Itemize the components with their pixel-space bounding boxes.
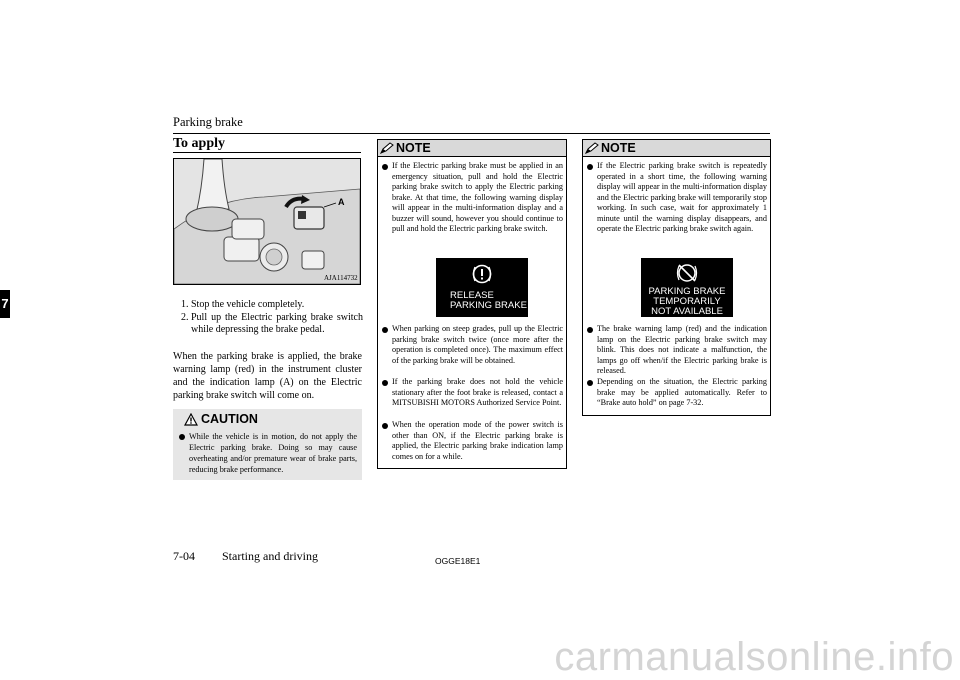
display-line: RELEASE xyxy=(450,290,494,301)
steps-list xyxy=(181,299,363,337)
exclamation-circle-icon xyxy=(471,263,493,285)
bullet-dot xyxy=(587,380,593,386)
note-bullet: When the operation mode of the power switch is other than ON, if the Electric parking brake is applied, the Electric parking brake indication lamp comes on for a while. xyxy=(382,420,563,462)
chapter-tab: 7 xyxy=(0,290,10,318)
bullet-dot xyxy=(179,434,185,440)
release-parking-brake-display xyxy=(436,258,528,317)
caution-box xyxy=(173,409,362,480)
display-line: PARKING BRAKE xyxy=(450,300,527,311)
parking-brake-unavailable-display xyxy=(641,258,733,317)
watermark: carmanualsonline.info xyxy=(554,635,954,679)
step-item: 1. Stop the vehicle completely. xyxy=(181,299,305,310)
header-rule xyxy=(173,133,770,134)
caution-title: CAUTION xyxy=(201,412,258,426)
pencil-note-icon xyxy=(380,142,394,154)
note-bullet: When parking on steep grades, pull up the Electric parking brake switch twice (once more after the operation is completed once). The maximum effect of the parking brake will be obtained. xyxy=(382,324,563,366)
note-bullet: The brake warning lamp (red) and the indication lamp on the Electric parking brake switch may blink. This does not indicate a malfunction, the lamps go off when/if the Electric parking brake is released. xyxy=(587,324,767,377)
parking-brake-switch-illustration xyxy=(173,158,361,285)
pencil-note-icon xyxy=(585,142,599,154)
label-a: A xyxy=(338,197,345,207)
bullet-dot xyxy=(587,327,593,333)
bullet-dot xyxy=(382,380,388,386)
caution-bullet: While the vehicle is in motion, do not apply the Electric parking brake. Doing so may cause overheating and/or premature wear of brake parts, reducing brake performance. xyxy=(179,431,357,475)
bullet-dot xyxy=(382,327,388,333)
bullet-dot xyxy=(382,423,388,429)
note-bullet: If the Electric parking brake must be applied in an emergency situation, pull and hold the Electric parking brake switch to apply the Electric parking brake. At that time, the following warning display will appear in the multi-information display and a buzzer will sound, however you should continue to pull and hold the Electric parking brake switch. xyxy=(382,161,563,235)
footer-chapter: Starting and driving xyxy=(222,549,318,563)
note-title: NOTE xyxy=(396,141,431,155)
section-rule xyxy=(173,152,361,153)
page-header-title: Parking brake xyxy=(173,115,243,129)
illustration-code: AJA114732 xyxy=(324,274,358,282)
bullet-dot xyxy=(587,164,593,170)
note-header xyxy=(583,140,770,157)
note-title: NOTE xyxy=(601,141,636,155)
note-bullet: If the Electric parking brake switch is repeatedly operated in a short time, the following warning display will appear in the multi-information display and the Electric parking brake will temporarily stop working. In such case, wait for approximately 1 minute until the warning display disappears, and operate the Electric parking brake switch again. xyxy=(587,161,767,235)
note-bullet: If the parking brake does not hold the vehicle stationary after the foot brake is released, contact a MITSUBISHI MOTORS Authorized Service Point. xyxy=(382,377,563,409)
caution-header xyxy=(184,412,258,426)
bullet-dot xyxy=(382,164,388,170)
note-box-1 xyxy=(377,139,567,469)
note-bullet: Depending on the situation, the Electric parking brake may be applied automatically. Refer to “Brake auto hold” on page 7-32. xyxy=(587,377,767,409)
section-title: To apply xyxy=(173,136,226,151)
warning-triangle-icon xyxy=(184,413,198,426)
step-item: 2. Pull up the Electric parking brake switch while depressing the brake pedal. xyxy=(181,311,363,335)
display-line: PARKING BRAKE xyxy=(648,286,726,297)
display-line: TEMPORARILY xyxy=(653,296,721,307)
note-header xyxy=(378,140,566,157)
display-line: NOT AVAILABLE xyxy=(651,306,723,317)
crossed-brake-icon xyxy=(675,262,699,284)
note-box-2 xyxy=(582,139,771,416)
footer-code: OGGE18E1 xyxy=(435,556,481,566)
body-paragraph: When the parking brake is applied, the brake warning lamp (red) in the instrument cluster and the indication lamp (A) on the Electric parking brake switch will come on. xyxy=(173,351,362,401)
footer-page-number: 7-04 xyxy=(173,549,195,563)
